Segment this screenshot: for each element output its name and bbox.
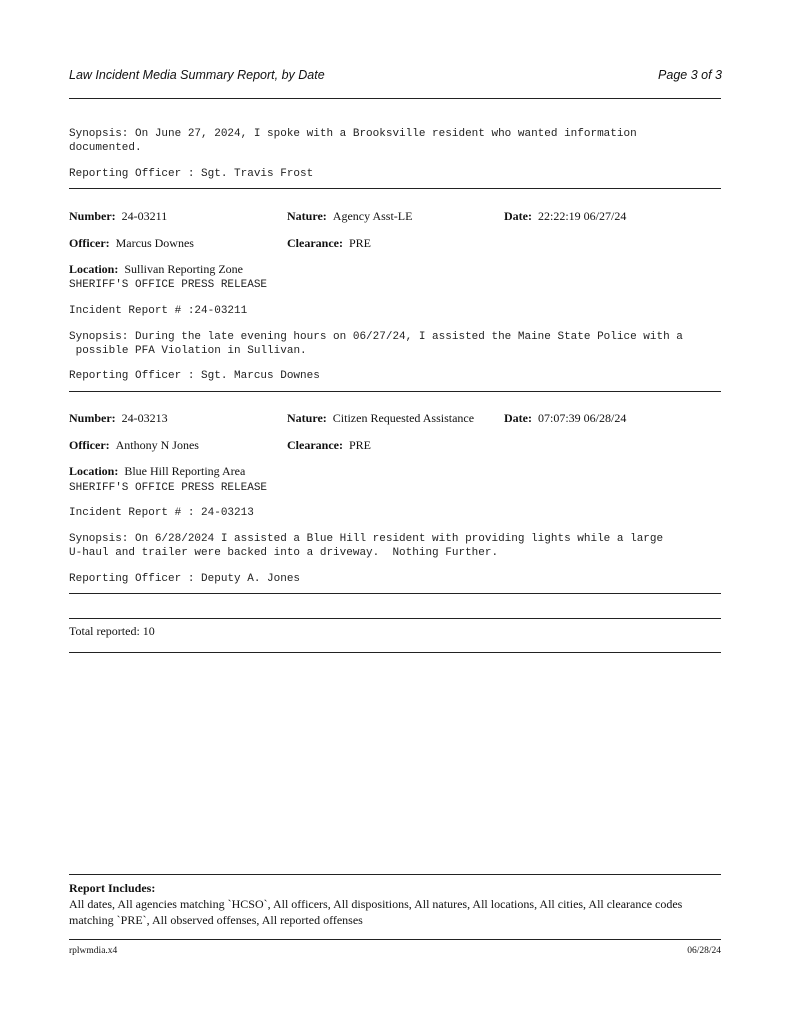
incident-2-officer-field xyxy=(69,438,199,453)
clearance-label: Clearance: xyxy=(287,438,343,452)
date-label: Date: xyxy=(504,209,532,223)
footer-top-divider xyxy=(69,874,721,875)
incident-2-location-field xyxy=(69,464,245,479)
incident-2-nature-field xyxy=(287,411,474,426)
incident-1-officer: Marcus Downes xyxy=(115,236,194,250)
report-includes xyxy=(69,880,721,928)
incident-1-officer-field xyxy=(69,236,194,251)
incident-1-location: Sullivan Reporting Zone xyxy=(124,262,243,276)
date-label: Date: xyxy=(504,411,532,425)
incident-1-press-release: SHERIFF'S OFFICE PRESS RELEASE xyxy=(69,279,268,291)
page-number: Page 3 of 3 xyxy=(658,68,722,82)
incident-1-date: 22:22:19 06/27/24 xyxy=(537,209,627,223)
number-label: Number: xyxy=(69,209,116,223)
officer-label: Officer: xyxy=(69,438,110,452)
incident-2-clearance-field xyxy=(287,438,371,453)
nature-label: Nature: xyxy=(287,209,327,223)
print-date: 06/28/24 xyxy=(687,946,721,956)
officer-label: Officer: xyxy=(69,236,110,250)
header-divider xyxy=(69,98,721,99)
incident-2-reporting-officer: Reporting Officer : Deputy A. Jones xyxy=(69,573,301,585)
incident-1-reporting-officer: Reporting Officer : Sgt. Marcus Downes xyxy=(69,370,320,382)
incident-1-clearance-field xyxy=(287,236,371,251)
report-title: Law Incident Media Summary Report, by Date xyxy=(69,68,325,82)
incident-1-clearance: PRE xyxy=(348,236,371,250)
incident-2-date: 07:07:39 06/28/24 xyxy=(537,411,627,425)
incident-2-press-release: SHERIFF'S OFFICE PRESS RELEASE xyxy=(69,482,268,494)
total-top-divider xyxy=(69,618,721,619)
incident-2-number: 24-03213 xyxy=(121,411,168,425)
location-label: Location: xyxy=(69,464,119,478)
total-bottom-divider xyxy=(69,652,721,653)
entry-divider xyxy=(69,593,721,594)
incident-2-nature: Citizen Requested Assistance xyxy=(332,411,475,425)
incident-1-nature: Agency Asst-LE xyxy=(332,209,413,223)
program-name: rplwmdia.x4 xyxy=(69,946,118,956)
entry-divider xyxy=(69,391,721,392)
prev-reporting-officer: Reporting Officer : Sgt. Travis Frost xyxy=(69,168,314,180)
incident-1-number: 24-03211 xyxy=(121,209,168,223)
incident-2-date-field xyxy=(504,411,626,426)
total-reported: Total reported: 10 xyxy=(69,624,155,638)
incident-1-date-field xyxy=(504,209,626,224)
incident-2-synopsis: Synopsis: On 6/28/2024 I assisted a Blue Hill resident with providing lights while a large U-haul and trailer were backed into a driveway. Nothing Further. xyxy=(69,533,664,559)
report-includes-title: Report Includes: xyxy=(69,881,156,895)
clearance-label: Clearance: xyxy=(287,236,343,250)
incident-2-number-field xyxy=(69,411,168,426)
prev-synopsis: Synopsis: On June 27, 2024, I spoke with a Brooksville resident who wanted information documented. xyxy=(69,128,637,154)
report-includes-text: All dates, All agencies matching `HCSO`, All officers, All dispositions, All natures, All locations, All cities, All clearance codes matching `PRE`, All observed offenses, All reported offenses xyxy=(69,897,683,927)
incident-1-number-field xyxy=(69,209,167,224)
incident-1-report-number: Incident Report # :24-03211 xyxy=(69,305,248,317)
number-label: Number: xyxy=(69,411,116,425)
incident-1-location-field xyxy=(69,262,243,277)
location-label: Location: xyxy=(69,262,119,276)
incident-2-officer: Anthony N Jones xyxy=(115,438,199,452)
footer-bottom-divider xyxy=(69,939,721,940)
incident-1-synopsis: Synopsis: During the late evening hours on 06/27/24, I assisted the Maine State Police with a possible PFA Violation in Sullivan. xyxy=(69,331,683,357)
incident-2-report-number: Incident Report # : 24-03213 xyxy=(69,507,254,519)
nature-label: Nature: xyxy=(287,411,327,425)
incident-2-clearance: PRE xyxy=(348,438,371,452)
incident-1-nature-field xyxy=(287,209,412,224)
entry-divider xyxy=(69,188,721,189)
incident-2-location: Blue Hill Reporting Area xyxy=(124,464,246,478)
